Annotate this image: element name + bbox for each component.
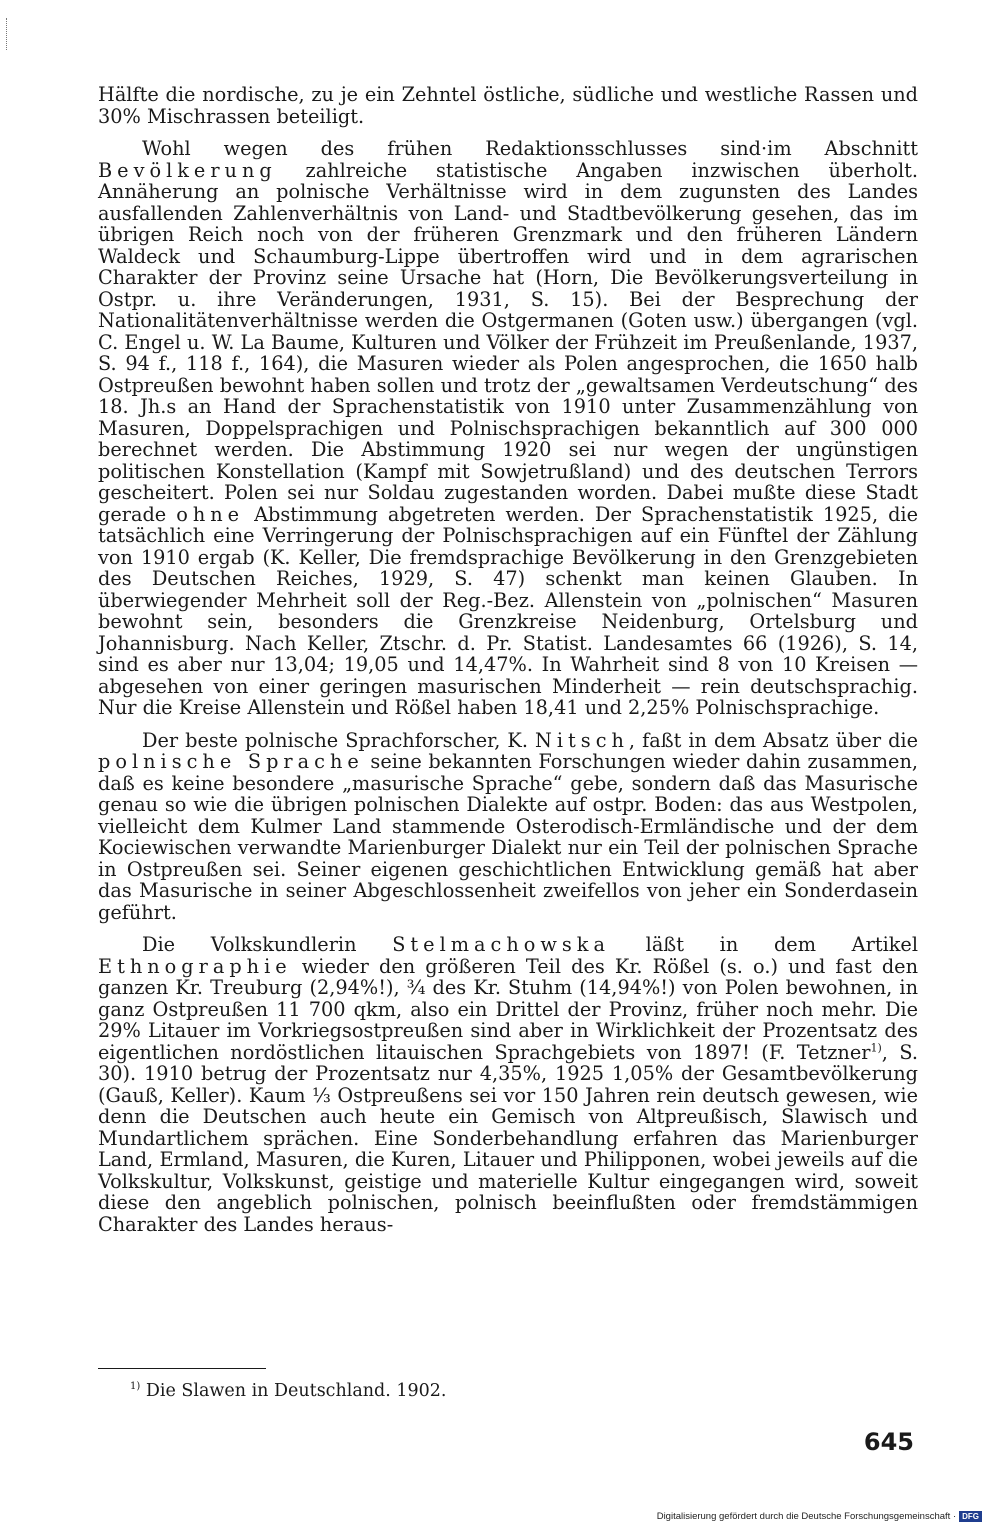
spaced-emphasis: Stelmachowska: [392, 933, 610, 956]
spaced-emphasis: Bevölkerung: [98, 158, 277, 182]
paragraph: [98, 730, 918, 924]
text-run: Wohl wegen des frühen Redaktionsschlusses sind·im Abschnitt: [142, 137, 918, 160]
text-run: Der beste polnische Sprachforscher, K.: [142, 728, 536, 752]
text-run: zahlreiche statistische Angaben inzwischen überholt. Annäherung an polnische Verhältnisse wird in dem zugunsten des Landes ausfallenden Zahlenverhältnis von Land- und Stadtbevölkerung gesehen, das im übrigen Reich noch von der früheren Grenzmark und den früheren Ländern Waldeck und Schaumburg-Lippe übertroffen wird und in dem agrarischen Charakter der Provinz seine Ursache hat (Horn, Die Bevölkerungsverteilung in Ostpr. u. ihre Veränderungen, 1931, S. 15). Bei der Besprechung der Nationalitätenverhältnisse werden die Ostgermanen (Goten usw.) übergangen (vgl. C. Engel u. W. La Baume, Kulturen und Völker der Frühzeit im Preußenlande, 1937, S. 94 f., 118 f., 164), die Masuren wieder als Polen angesprochen, die 1650 halb Ostpreußen bewohnt haben sollen und trotz der „gewaltsamen Verdeutschung“ des 18. Jh.s an Hand der Sprachenstatistik von 1910 unter Zusammenzählung von Masuren, Doppelsprachigen und Polnischsprachigen bekanntlich auf 300 000 berechnet werden. Die Abstimmung 1920 sei nur wegen der ungünstigen politischen Konstellation (Kampf mit Sowjetrußland) und des deutschen Terrors gescheitert. Polen sei nur Soldau zugestanden worden. Dabei mußte diese Stadt gerade: [98, 158, 918, 526]
paragraph: [98, 934, 918, 1235]
footnote-marker: 1): [130, 1381, 141, 1393]
text-run: Hälfte die nordische, zu je ein Zehntel östliche, südliche und westliche Rassen und 30% Mischrassen beteiligt.: [98, 83, 918, 128]
text-run: Die Volkskundlerin: [142, 933, 393, 956]
dfg-logo-icon: DFG: [959, 1511, 982, 1522]
spaced-emphasis: ohne: [176, 502, 245, 526]
paragraph: [98, 138, 918, 719]
body-text: [98, 84, 918, 1246]
text-run: Abstimmung abgetreten werden. Der Sprachenstatistik 1925, die tatsächlich eine Verringerung der Polnischsprachigen auf ein Fünftel der Zählung von 1910 ergab (K. Keller, Die fremdsprachige Bevölkerung in den Grenzgebieten des Deutschen Reiches, 1929, S. 47) schenkt man keinen Glauben. In überwiegender Mehrheit soll der Reg.-Bez. Allenstein von „polnischen“ Masuren bewohnt sein, besonders die Grenzkreise Neidenburg, Ortelsburg und Johannisburg. Nach Keller, Ztschr. d. Pr. Statist. Landesamtes 66 (1926), S. 14, sind es aber nur 13,04; 19,05 und 14,47%. In Wahrheit sind 8 von 10 Kreisen — abgesehen von einer geringen masurischen Minderheit — rein deutschsprachig. Nur die Kreise Allenstein und Rößel haben 18,41 und 2,25% Polnischsprachige.: [98, 502, 918, 719]
page-number: 645: [863, 1428, 914, 1456]
text-run: , S. 30). 1910 betrug der Prozentsatz nur 4,35%, 1925 1,05% der Gesamtbevölkerung (Gauß, Keller). Kaum ⅓ Ostpreußens sei vor 150 Jahren rein deutsch gewesen, wie denn die Deutschen auch heute ein Gemisch von Altpreußisch, Slawisch und Mundartlichem sprächen. Eine Sonderbehandlung erfahren das Marienburger Land, Ermland, Masuren, die Kuren, Litauer und Philipponen, wobei jeweils auf die Volkskultur, Volkskunst, geistige und materielle Kultur eingegangen wird, soweit diese den angeblich polnischen, polnisch beeinflußten oder fremdstämmigen Charakter des Landes heraus-: [98, 1040, 918, 1236]
footnote-reference: 1): [870, 1041, 882, 1055]
footnote-separator: [98, 1368, 266, 1369]
text-run: läßt in dem Artikel: [609, 933, 919, 956]
margin-scan-marks: [6, 18, 9, 50]
text-run: seine bekannten Forschungen wieder dahin zusammen, daß es keine besondere „masurische Sprache“ gebe, sondern daß das Masurische genau so wie die übrigen polnischen Dialekte auf ostpr. Boden: das aus Westpolen, vielleicht dem Kulmer Land stammende Osterodisch-Ermländische und der dem Kociewischen verwandte Marienburger Dialekt nur ein Teil der polnischen Sprache in Ostpreußen sei. Seiner eigenen geschichtlichen Entwicklung gemäß hat aber das Masurische in seiner Abgeschlossenheit zweifellos von jeher ein Sonderdasein geführt.: [98, 750, 918, 924]
paragraph: [98, 84, 918, 127]
footnote: [130, 1380, 446, 1402]
text-run: wieder den größeren Teil des Kr. Rößel (s. o.) und fast den ganzen Kr. Treuburg (2,94%!), ¾ des Kr. Stuhm (14,94%!) von Polen bewohnen, in ganz Ostpreußen 11 700 qkm, also ein Drittel der Provinz, früher noch mehr. Die 29% Litauer im Vorkriegsostpreußen sind aber in Wirklichkeit der Prozentsatz des eigentlichen nordöstlichen litauischen Sprachgebiets von 1897! (F. Tetzner: [98, 954, 918, 1064]
digitization-credit: [657, 1511, 982, 1522]
text-run: , faßt in dem Absatz über die: [628, 728, 918, 752]
spaced-emphasis: polnische Sprache: [98, 750, 364, 773]
footnote-text: Die Slawen in Deutschland. 1902.: [145, 1381, 447, 1401]
credit-text: Digitalisierung gefördert durch die Deutsche Forschungsgemeinschaft ·: [656, 1511, 957, 1522]
spaced-emphasis: Nitsch: [535, 728, 629, 752]
spaced-emphasis: Ethnographie: [98, 954, 292, 978]
